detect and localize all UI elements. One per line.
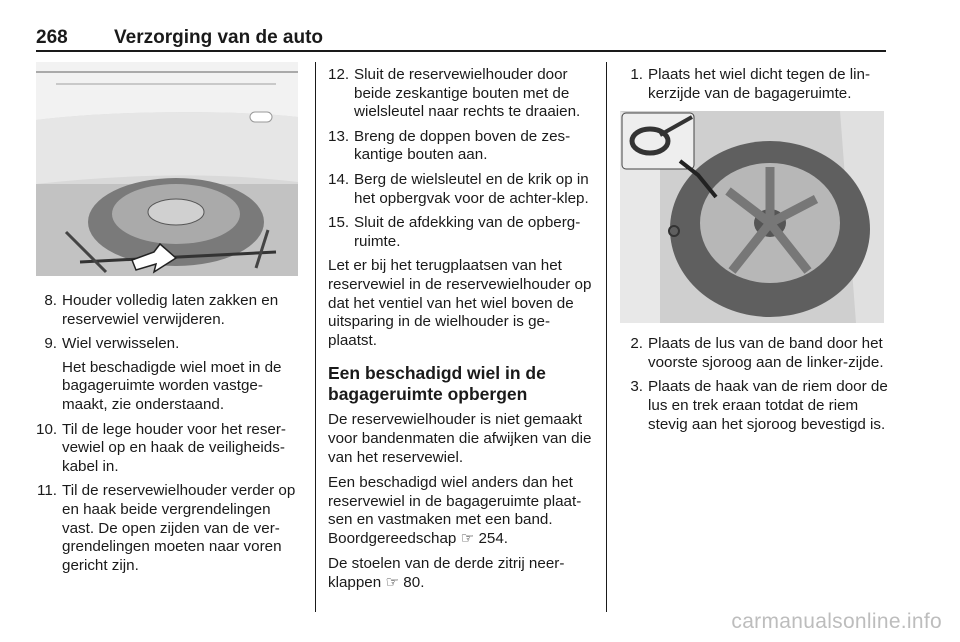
- step-text: Sluit de reservewielhouder door beide zeskantige bouten met de wielsleutel naar rechts te draaien.: [354, 66, 581, 121]
- step-number: 8.: [44, 292, 57, 309]
- step-text: Sluit de afdekking van de opberg-ruimte.: [354, 214, 581, 250]
- step-number: 11.: [37, 482, 57, 500]
- reinstall-note: Let er bij het terugplaatsen van het reservewiel in de reservewielhouder op dat het ventiel van het wiel boven de uitsparing in de wielhouder is ge-plaatst.: [328, 257, 592, 349]
- damaged-wheel-in-luggage-illustration: [620, 111, 884, 323]
- list-item: [622, 335, 888, 372]
- step-subtext: Het beschadigde wiel moet in de bagageruimte worden vastge-maakt, zie onderstaand.: [62, 358, 282, 413]
- list-item: [328, 66, 592, 122]
- left-steps-list: [36, 292, 298, 575]
- page-reference-link[interactable]: 254.: [478, 529, 509, 547]
- column-divider-left: [315, 62, 316, 612]
- step-text: Berg de wielsleutel en de krik op in het opbergvak voor de achter-klep.: [354, 170, 589, 207]
- step-text: Plaats het wiel dicht tegen de lin-kerzijde van de bagageruimte.: [648, 66, 871, 102]
- paragraph-carrier-note: De reservewielhouder is niet gemaakt voor bandenmaten die afwijken van die van het reservewiel.: [328, 411, 592, 466]
- column-divider-right: [606, 62, 607, 612]
- list-item: [36, 482, 298, 575]
- paragraph-text: De stoelen van de derde zitrij neer-klappen: [328, 555, 565, 592]
- list-item: [328, 128, 592, 165]
- list-item: [328, 214, 592, 251]
- step-number: 14.: [328, 170, 350, 188]
- list-item: [36, 421, 298, 477]
- header-rule: [36, 50, 886, 52]
- page-number: 268: [36, 27, 68, 48]
- middle-steps-list: [328, 66, 592, 251]
- paragraph-damaged-wheel: [328, 474, 592, 548]
- step-text: Plaats de lus van de band door het voorste sjoroog aan de linker-zijde.: [648, 335, 884, 371]
- spare-wheel-carrier-illustration: [36, 62, 298, 276]
- chapter-title: Verzorging van de auto: [114, 27, 324, 48]
- middle-column: [328, 66, 592, 600]
- list-item: [36, 335, 298, 414]
- step-number: 13.: [328, 127, 350, 145]
- step-text: Breng de doppen boven de zes-kantige bouten aan.: [354, 127, 571, 164]
- list-item: [328, 171, 592, 208]
- paragraph-third-row-seats: [328, 555, 592, 592]
- step-number: 3.: [630, 378, 643, 396]
- step-number: 1.: [630, 66, 643, 83]
- step-number: 9.: [44, 335, 57, 353]
- right-column: [622, 66, 888, 440]
- step-text: Plaats de haak van de riem door de lus en trek eraan totdat de riem stevig aan het sjoroog bevestigd is.: [648, 378, 888, 433]
- step-number: 2.: [630, 335, 643, 353]
- page-reference-icon: ☞: [460, 529, 475, 547]
- page-header: [36, 27, 886, 51]
- list-item: [622, 378, 888, 434]
- page-reference-icon: ☞: [385, 574, 400, 592]
- paragraph-text: Een beschadigd wiel anders dan het reservewiel in de bagageruimte plaat-sen en vastmaken met een band. Boordgereedschap: [328, 474, 582, 547]
- step-text: Til de reservewielhouder verder op en haak beide vergrendelingen vast. De open zijden van de ver-grendelingen moeten naar voren gericht zijn.: [62, 482, 296, 574]
- left-column: [36, 62, 298, 581]
- watermark: carmanualsonline.info: [731, 610, 942, 633]
- step-text: Til de lege houder voor het reser-vewiel op en haak de veiligheids-kabel in.: [62, 420, 286, 475]
- step-text: Wiel verwisselen.: [62, 335, 180, 353]
- step-text: Houder volledig laten zakken en reservewiel verwijderen.: [62, 292, 279, 328]
- section-heading: Een beschadigd wiel in de bagageruimte opbergen: [328, 363, 546, 405]
- step-number: 10.: [36, 420, 58, 438]
- page-reference-link[interactable]: 80.: [403, 574, 425, 592]
- list-item: [622, 66, 888, 103]
- step-number: 12.: [328, 66, 350, 83]
- step-number: 15.: [328, 214, 350, 232]
- list-item: [36, 292, 298, 329]
